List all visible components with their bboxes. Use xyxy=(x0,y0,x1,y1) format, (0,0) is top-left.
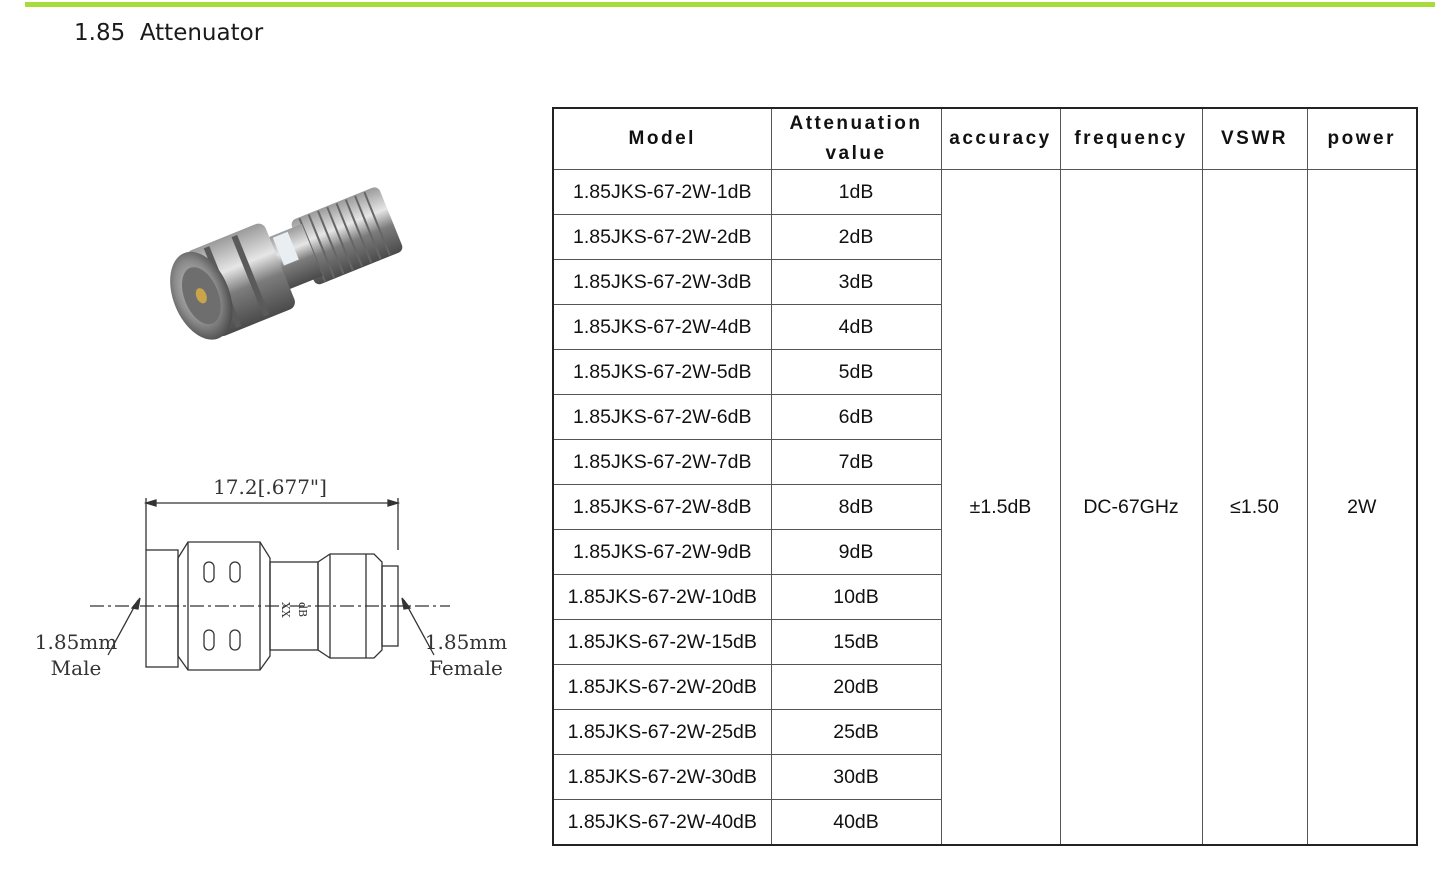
header-attenuation-line1: Attenuation xyxy=(789,113,923,134)
attenuation-value-cell: 5dB xyxy=(771,350,941,395)
model-cell: 1.85JKS-67-2W-20dB xyxy=(553,665,771,710)
table-row xyxy=(553,170,1417,215)
body-mark-xx: XX xyxy=(279,602,292,618)
attenuation-value-cell: 15dB xyxy=(771,620,941,665)
body-mark-db: dB xyxy=(296,602,309,618)
model-cell: 1.85JKS-67-2W-5dB xyxy=(553,350,771,395)
attenuation-value-cell: 6dB xyxy=(771,395,941,440)
attenuator-photo xyxy=(140,170,440,380)
header-model: Model xyxy=(553,108,771,170)
attenuation-value-cell: 40dB xyxy=(771,800,941,846)
right-size-label: 1.85mm xyxy=(424,630,508,654)
header-accuracy: accuracy xyxy=(941,108,1060,170)
left-size-label: 1.85mm xyxy=(34,630,118,654)
length-dimension: 17.2[.677"] xyxy=(213,475,327,499)
attenuation-value-cell: 7dB xyxy=(771,440,941,485)
dimension-drawing xyxy=(30,470,510,700)
model-cell: 1.85JKS-67-2W-30dB xyxy=(553,755,771,800)
model-cell: 1.85JKS-67-2W-10dB xyxy=(553,575,771,620)
right-gender-label: Female xyxy=(429,656,503,680)
frequency-cell: DC-67GHz xyxy=(1060,170,1202,846)
attenuation-value-cell: 3dB xyxy=(771,260,941,305)
model-cell: 1.85JKS-67-2W-3dB xyxy=(553,260,771,305)
attenuation-value-cell: 25dB xyxy=(771,710,941,755)
attenuation-value-cell: 4dB xyxy=(771,305,941,350)
accuracy-cell: ±1.5dB xyxy=(941,170,1060,846)
header-power: power xyxy=(1307,108,1417,170)
model-cell: 1.85JKS-67-2W-7dB xyxy=(553,440,771,485)
model-cell: 1.85JKS-67-2W-15dB xyxy=(553,620,771,665)
vswr-cell: ≤1.50 xyxy=(1202,170,1307,846)
model-cell: 1.85JKS-67-2W-1dB xyxy=(553,170,771,215)
header-frequency: frequency xyxy=(1060,108,1202,170)
page-title: 1.85 Attenuator xyxy=(74,20,264,46)
attenuation-value-cell: 9dB xyxy=(771,530,941,575)
model-cell: 1.85JKS-67-2W-8dB xyxy=(553,485,771,530)
attenuation-value-cell: 10dB xyxy=(771,575,941,620)
header-attenuation xyxy=(771,108,941,170)
model-cell: 1.85JKS-67-2W-40dB xyxy=(553,800,771,846)
model-cell: 1.85JKS-67-2W-9dB xyxy=(553,530,771,575)
model-cell: 1.85JKS-67-2W-6dB xyxy=(553,395,771,440)
power-cell: 2W xyxy=(1307,170,1417,846)
attenuation-value-cell: 1dB xyxy=(771,170,941,215)
top-accent-rule xyxy=(25,2,1435,7)
model-cell: 1.85JKS-67-2W-25dB xyxy=(553,710,771,755)
attenuation-value-cell: 8dB xyxy=(771,485,941,530)
attenuation-value-cell: 20dB xyxy=(771,665,941,710)
attenuation-value-cell: 30dB xyxy=(771,755,941,800)
model-cell: 1.85JKS-67-2W-2dB xyxy=(553,215,771,260)
model-cell: 1.85JKS-67-2W-4dB xyxy=(553,305,771,350)
spec-table xyxy=(552,107,1418,846)
left-gender-label: Male xyxy=(50,656,102,680)
header-row xyxy=(553,108,1417,170)
attenuation-value-cell: 2dB xyxy=(771,215,941,260)
header-vswr: VSWR xyxy=(1202,108,1307,170)
header-attenuation-line2: value xyxy=(825,143,887,164)
